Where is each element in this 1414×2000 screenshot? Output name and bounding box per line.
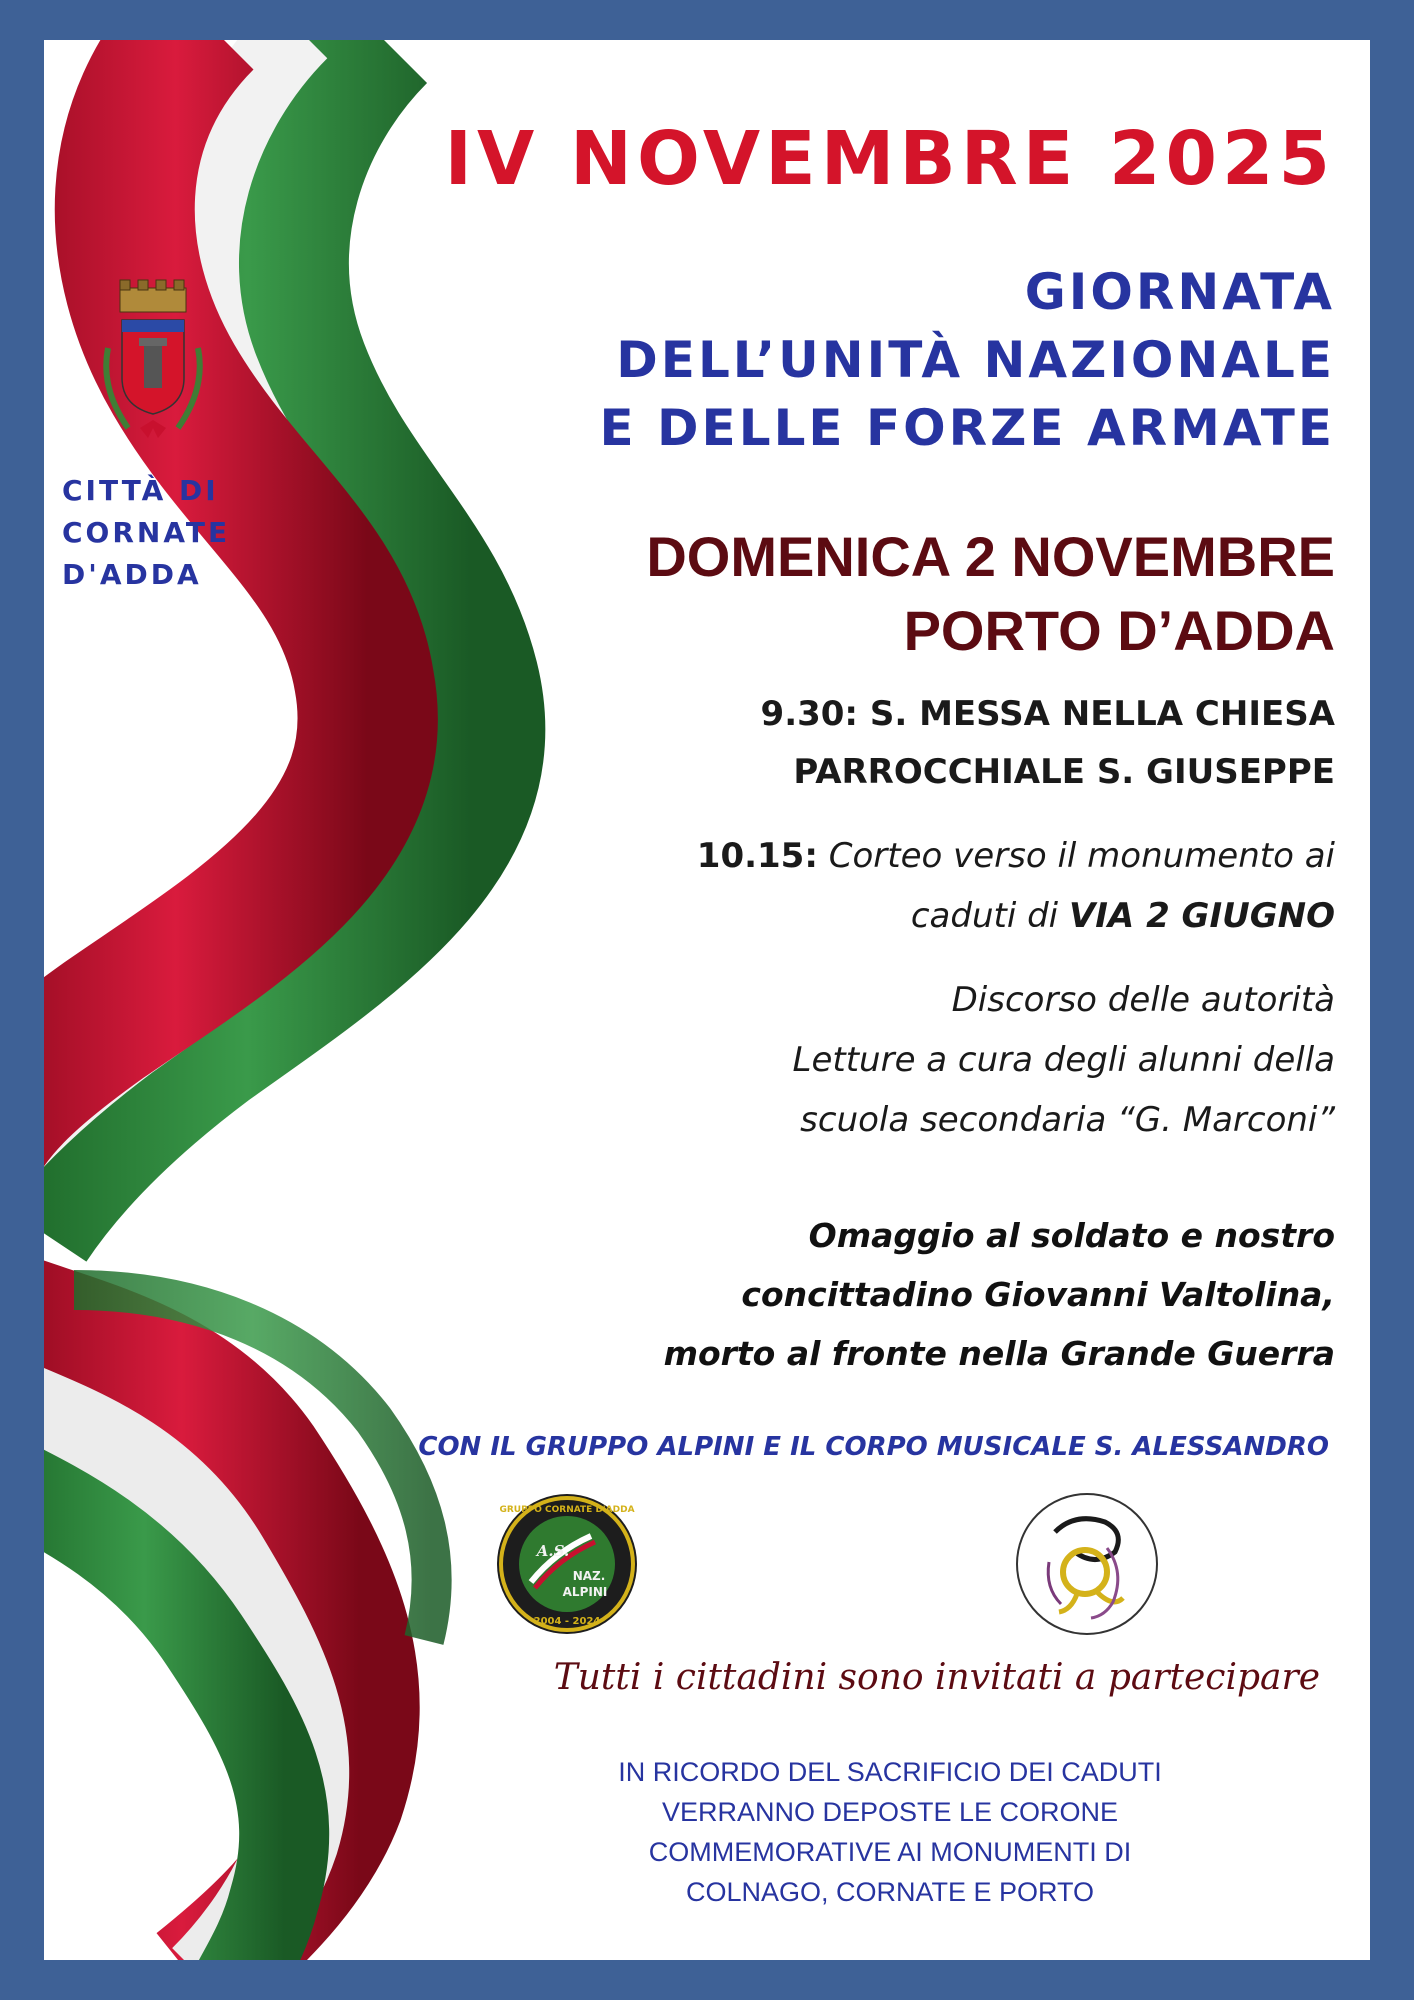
mass-line: PARROCCHIALE S. GIUSEPPE — [793, 752, 1335, 792]
event-place: PORTO D’ADDA — [903, 599, 1335, 662]
memorial-line: COLNAGO, CORNATE E PORTO — [685, 1877, 1095, 1907]
corteo-street: VIA 2 GIUGNO — [1068, 896, 1335, 936]
invitation-text: Tutti i cittadini sono invitati a partecipare — [553, 1657, 1320, 1698]
groups-line: CON IL GRUPPO ALPINI E IL CORPO MUSICALE S. ALESSANDRO — [418, 1432, 1329, 1462]
corteo-line — [697, 886, 1335, 946]
memorial-line: IN RICORDO DEL SACRIFICIO DEI CADUTI — [618, 1757, 1162, 1787]
band-logo-icon — [1015, 1492, 1159, 1636]
speech-line: Letture a cura degli alunni della — [792, 1040, 1335, 1080]
town-crest-icon — [78, 278, 228, 456]
corteo-text: caduti di — [910, 896, 1059, 936]
event-date-place — [646, 520, 1335, 668]
municipality-line: CITTÀ DI — [62, 474, 219, 507]
municipality-line: D'ADDA — [62, 558, 202, 591]
page-title: IV NOVEMBRE 2025 — [444, 116, 1335, 202]
memorial-line: COMMEMORATIVE AI MONUMENTI DI — [648, 1837, 1132, 1867]
subtitle-line: DELL’UNITÀ NAZIONALE — [616, 331, 1335, 389]
corteo-text: Corteo verso il monumento ai — [828, 836, 1335, 876]
tribute-line: concittadino Giovanni Valtolina, — [741, 1275, 1335, 1314]
alpini-label: ALPINI — [562, 1585, 608, 1599]
corteo-info — [697, 826, 1335, 946]
corteo-time: 10.15: — [696, 836, 818, 876]
memorial-line: VERRANNO DEPOSTE LE CORONE — [661, 1797, 1119, 1827]
speech-line: Discorso delle autorità — [951, 980, 1335, 1020]
alpini-right-text: NAZ. — [572, 1569, 606, 1583]
poster — [44, 40, 1370, 1960]
alpini-left-text: A.S. — [536, 1542, 570, 1560]
corteo-line — [697, 826, 1335, 886]
alpini-top-text: GRUPPO CORNATE D'ADDA — [499, 1505, 635, 1515]
municipality-name — [62, 470, 230, 596]
event-subtitle — [599, 258, 1335, 462]
alpini-years: 2004 - 2024 — [533, 1616, 601, 1627]
subtitle-line: E DELLE FORZE ARMATE — [599, 399, 1335, 457]
mass-line: 9.30: S. MESSA NELLA CHIESA — [760, 694, 1335, 734]
speech-info — [793, 970, 1335, 1150]
subtitle-line: GIORNATA — [1024, 263, 1335, 321]
event-date: DOMENICA 2 NOVEMBRE — [646, 525, 1335, 588]
alpini-logo-icon — [495, 1492, 639, 1636]
tribute-line: Omaggio al soldato e nostro — [808, 1216, 1335, 1255]
memorial-notice — [580, 1752, 1200, 1912]
speech-line: scuola secondaria “G. Marconi” — [800, 1100, 1335, 1140]
tribute-info — [664, 1206, 1335, 1383]
tribute-line: morto al fronte nella Grande Guerra — [663, 1334, 1335, 1373]
mass-info — [761, 685, 1335, 801]
municipality-line: CORNATE — [62, 516, 231, 549]
